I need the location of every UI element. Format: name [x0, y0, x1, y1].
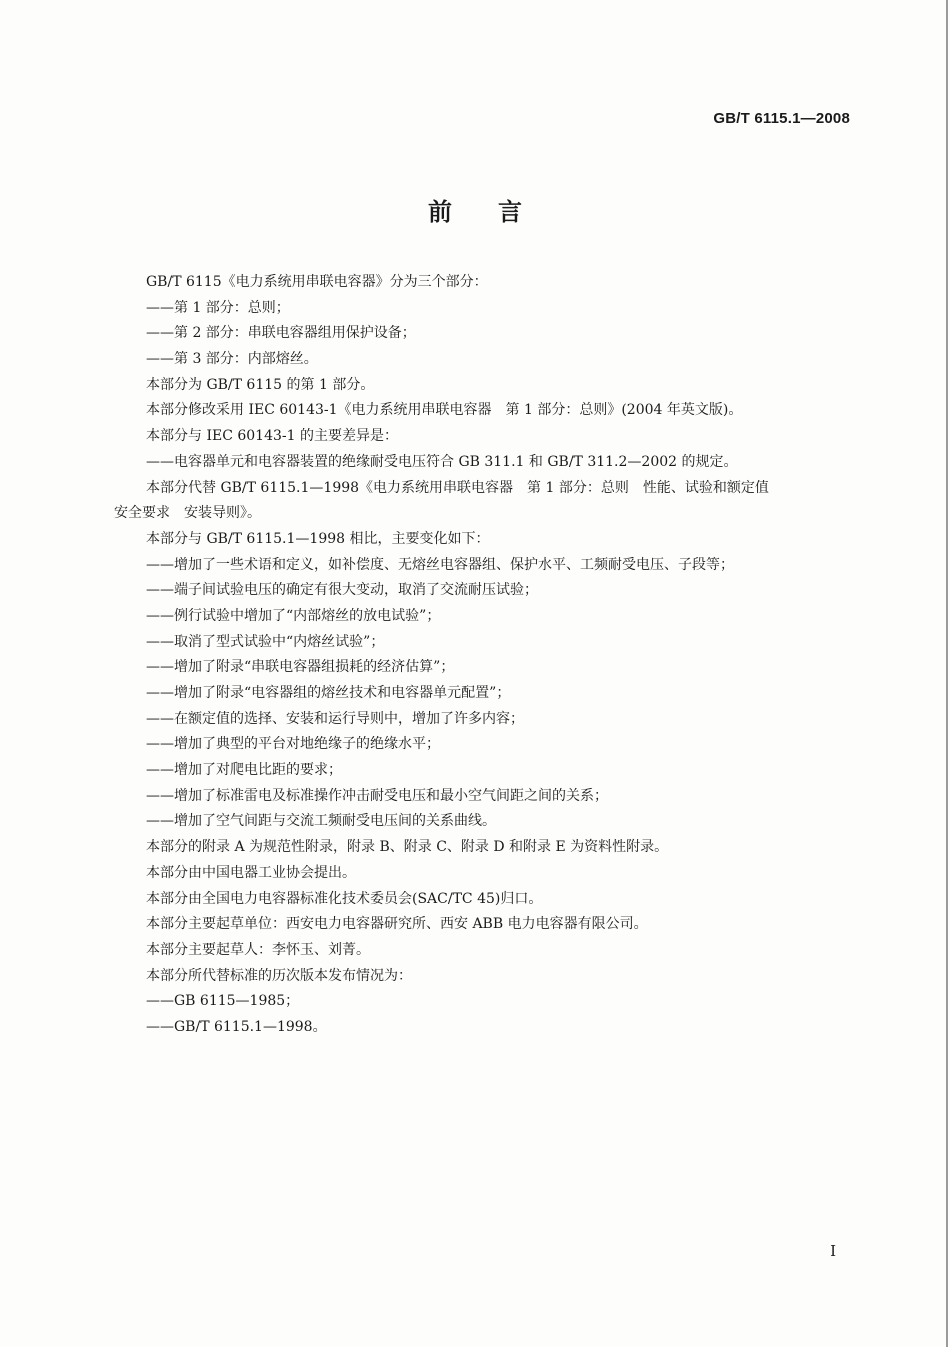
- paragraph: 本部分为 GB/T 6115 的第 1 部分。: [146, 376, 375, 393]
- list-item: ——第 2 部分：串联电容器组用保护设备；: [146, 325, 416, 342]
- paragraph: 本部分代替 GB/T 6115.1—1998《电力系统用串联电容器 第 1 部分：总则 性能、试验和额定值: [146, 479, 769, 496]
- foreword-body: [114, 270, 858, 1041]
- list-item: ——增加了典型的平台对地绝缘子的绝缘水平；: [146, 736, 440, 753]
- list-item: ——增加了一些术语和定义，如补偿度、无熔丝电容器组、保护水平、工频耐受电压、子段等；: [146, 556, 734, 573]
- page-number: I: [830, 1242, 836, 1260]
- list-item: ——GB/T 6115.1—1998。: [146, 1018, 327, 1035]
- page-title: 前言: [428, 198, 568, 226]
- paragraph: 本部分所代替标准的历次版本发布情况为：: [146, 967, 412, 984]
- paragraph: 本部分主要起草单位：西安电力电容器研究所、西安 ABB 电力电容器有限公司。: [146, 916, 648, 933]
- list-item: ——GB 6115—1985；: [146, 993, 300, 1010]
- list-item: ——在额定值的选择、安装和运行导则中，增加了许多内容；: [146, 710, 524, 727]
- list-item: ——增加了附录“电容器组的熔丝技术和电容器单元配置”；: [146, 685, 511, 701]
- paragraph-continuation: 安全要求 安装导则》。: [114, 505, 261, 522]
- paragraph: 本部分由中国电器工业协会提出。: [146, 864, 356, 881]
- list-item: ——取消了型式试验中“内熔丝试验”；: [146, 633, 385, 650]
- list-item: ——例行试验中增加了“内部熔丝的放电试验”；: [146, 607, 441, 624]
- paragraph: 本部分的附录 A 为规范性附录，附录 B、附录 C、附录 D 和附录 E 为资料性附录。: [146, 839, 669, 856]
- standard-code: GB/T 6115.1—2008: [713, 110, 850, 127]
- paragraph: 本部分与 IEC 60143-1 的主要差异是：: [146, 428, 398, 445]
- paragraph: 本部分主要起草人：李怀玉、刘菁。: [146, 941, 370, 958]
- paragraph: GB/T 6115《电力系统用串联电容器》分为三个部分：: [146, 274, 488, 290]
- list-item: ——第 1 部分：总则；: [146, 299, 290, 316]
- list-item: ——端子间试验电压的确定有很大变动，取消了交流耐压试验；: [146, 582, 538, 599]
- list-item: ——增加了标准雷电及标准操作冲击耐受电压和最小空气间距之间的关系；: [146, 787, 608, 804]
- paragraph: 本部分由全国电力电容器标准化技术委员会(SAC/TC 45)归口。: [146, 890, 543, 907]
- paragraph: 本部分修改采用 IEC 60143-1《电力系统用串联电容器 第 1 部分：总则》(2004 年英文版)。: [146, 402, 743, 419]
- list-item: ——增加了空气间距与交流工频耐受电压间的关系曲线。: [146, 813, 496, 830]
- list-item: ——增加了附录“串联电容器组损耗的经济估算”；: [146, 659, 455, 676]
- list-item: ——电容器单元和电容器装置的绝缘耐受电压符合 GB 311.1 和 GB/T 311.2—2002 的规定。: [146, 453, 738, 470]
- paragraph: 本部分与 GB/T 6115.1—1998 相比，主要变化如下：: [146, 530, 490, 547]
- list-item: ——增加了对爬电比距的要求；: [146, 762, 342, 779]
- list-item: ——第 3 部分：内部熔丝。: [146, 351, 318, 368]
